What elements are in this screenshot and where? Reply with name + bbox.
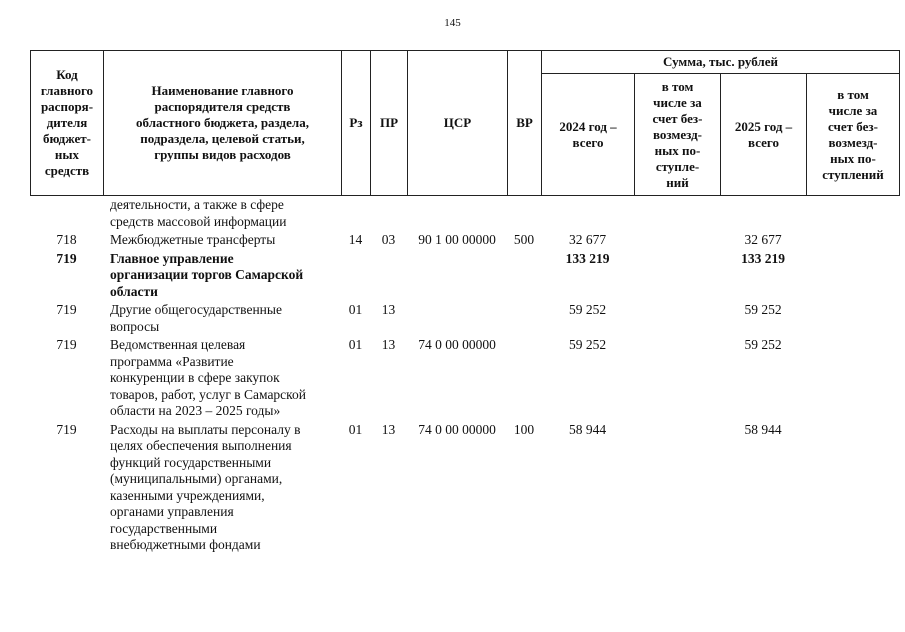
row-name-line: Ведомственная целевая: [110, 337, 246, 352]
header-line: счет без-: [652, 110, 703, 126]
row-rz: 01: [348, 337, 363, 352]
header-name: [104, 51, 342, 196]
row-pr: 03: [381, 232, 396, 247]
header-2025-free: [807, 74, 900, 196]
header-code: [31, 51, 104, 196]
table-row: [30, 337, 899, 422]
header-line: в том: [661, 78, 694, 94]
row-2025-free: [806, 232, 899, 251]
row-csr: 74 0 00 00000: [418, 337, 496, 352]
header-line: числе за: [828, 102, 878, 118]
row-2025-free: [806, 422, 899, 556]
row-2024-total: [541, 197, 634, 232]
row-name-line: вопросы: [110, 318, 160, 334]
table-body: [30, 197, 899, 556]
header-line: подраздела, целевой статьи,: [140, 131, 305, 146]
header-line: группы видов расходов: [154, 147, 291, 162]
table-row: [30, 251, 899, 303]
row-2025-free: [806, 197, 899, 232]
row-pr: 13: [381, 302, 396, 317]
row-2024-total: 32 677: [568, 232, 607, 247]
table-header: [30, 50, 900, 196]
row-name: [103, 232, 341, 251]
header-line: бюджет-: [42, 131, 91, 146]
row-name-line: (муниципальными) органами,: [110, 471, 283, 486]
header-line: ных: [54, 147, 80, 162]
header-line: 2025 год –: [734, 118, 793, 134]
header-line: 2024 год –: [559, 118, 617, 134]
row-pr: 13: [381, 421, 396, 437]
row-vr: 500: [513, 232, 535, 247]
header-2024-total: [542, 74, 635, 196]
header-line: ний: [666, 174, 689, 190]
row-2024-free: [634, 302, 720, 337]
row-code: [30, 197, 103, 232]
row-2024-free: [634, 422, 720, 556]
row-vr: [507, 197, 541, 232]
row-vr: [507, 337, 541, 422]
row-pr: 13: [381, 337, 396, 352]
header-line: областного бюджета, раздела,: [136, 115, 309, 130]
row-2025-total: 59 252: [744, 337, 782, 352]
row-2024-total: 133 219: [565, 250, 610, 266]
header-csr: ЦСР: [408, 51, 508, 196]
row-2024-total: 59 252: [568, 302, 607, 317]
row-name-line: целях обеспечения выполнения: [110, 438, 292, 453]
row-rz: 14: [348, 232, 363, 247]
row-2025-free: [806, 337, 899, 422]
row-2025-free: [806, 302, 899, 337]
page-number: 145: [444, 17, 461, 29]
row-name: [103, 302, 341, 337]
row-2025-total: 32 677: [744, 232, 782, 247]
row-code: 719: [56, 302, 77, 317]
row-csr: [407, 197, 507, 232]
row-2024-total: 58 944: [568, 421, 607, 437]
row-code: 719: [56, 250, 77, 266]
row-pr: [370, 251, 407, 303]
header-line: дителя: [46, 115, 88, 130]
row-2025-total: 58 944: [744, 421, 782, 437]
header-line: в том: [837, 86, 869, 102]
row-2024-total: 59 252: [568, 337, 607, 352]
row-rz: 01: [348, 421, 363, 437]
header-line: возмезд-: [653, 126, 702, 142]
row-2024-free: [634, 197, 720, 232]
row-csr: 74 0 00 00000: [418, 421, 496, 437]
row-2025-total: 133 219: [741, 250, 785, 266]
table-rows: [30, 197, 899, 556]
header-2025-total: [721, 74, 807, 196]
table-row: [30, 232, 899, 251]
header-2024-free: [635, 74, 721, 196]
row-2025-total: 59 252: [744, 302, 782, 317]
row-name-line: органами управления: [110, 504, 234, 519]
header-line: ных по-: [654, 142, 701, 158]
row-name-line: государственными: [110, 520, 218, 536]
row-rz: 01: [348, 302, 363, 317]
header-line: возмезд-: [828, 134, 878, 150]
header-line: главного: [40, 83, 94, 98]
row-code: 719: [56, 337, 77, 352]
row-name-line: внебюджетными фондами: [110, 537, 261, 552]
row-rz: [341, 251, 370, 303]
row-name: [103, 197, 341, 232]
header-line: ступлений: [822, 166, 884, 182]
header-line: всего: [748, 134, 779, 150]
row-name-line: организации торгов Самарской: [110, 267, 304, 282]
row-2025-free: [806, 251, 899, 303]
table-row: [30, 302, 899, 337]
row-name-line: деятельности, а также в сфере: [110, 197, 284, 212]
row-csr: [407, 251, 507, 303]
row-vr: [507, 251, 541, 303]
table-row: [30, 422, 899, 556]
row-name-line: средств массовой информации: [110, 213, 287, 229]
header-line: средств: [44, 163, 90, 178]
row-vr: [507, 302, 541, 337]
header-sum-group: Сумма, тыс. рублей: [542, 51, 900, 74]
row-2025-total: [720, 197, 806, 232]
header-rz: Рз: [342, 51, 371, 196]
row-2024-free: [634, 337, 720, 422]
header-line: ступле-: [655, 158, 700, 174]
row-2024-free: [634, 251, 720, 303]
header-vr: ВР: [508, 51, 542, 196]
row-name-line: казенными учреждениями,: [110, 487, 265, 503]
row-csr: 90 1 00 00000: [418, 232, 496, 247]
row-name-line: функций государственными: [110, 454, 272, 470]
row-name: [103, 337, 341, 422]
header-line: Код: [56, 67, 78, 82]
header-line: счет без-: [828, 118, 878, 134]
table-row: [30, 197, 899, 232]
row-code: 719: [56, 421, 77, 437]
row-name-line: Другие общегосударственные: [110, 302, 282, 317]
header-line: числе за: [653, 94, 702, 110]
header-line: ных по-: [830, 150, 876, 166]
row-name-line: программа «Развитие: [110, 353, 234, 369]
row-name-line: Главное управление: [110, 250, 234, 266]
row-code: 718: [56, 232, 77, 247]
header-line: распоря-: [40, 99, 94, 114]
row-name-line: Расходы на выплаты персоналу в: [110, 421, 301, 437]
header-line: распорядителя средств: [154, 99, 291, 114]
row-name-line: товаров, работ, услуг в Самарской: [110, 386, 307, 402]
header-line: Наименование главного: [151, 83, 294, 98]
header-pr: ПР: [371, 51, 408, 196]
row-vr: 100: [513, 421, 535, 437]
row-name-line: области на 2023 – 2025 годы»: [110, 403, 281, 418]
row-2024-free: [634, 232, 720, 251]
row-name-line: области: [110, 283, 158, 299]
row-pr: [370, 197, 407, 232]
row-name: [103, 422, 341, 556]
row-csr: [407, 302, 507, 337]
row-rz: [341, 197, 370, 232]
row-name-line: Межбюджетные трансферты: [110, 232, 276, 247]
header-line: всего: [572, 134, 604, 150]
row-name-line: конкуренции в сфере закупок: [110, 370, 280, 385]
row-name: [103, 251, 341, 303]
